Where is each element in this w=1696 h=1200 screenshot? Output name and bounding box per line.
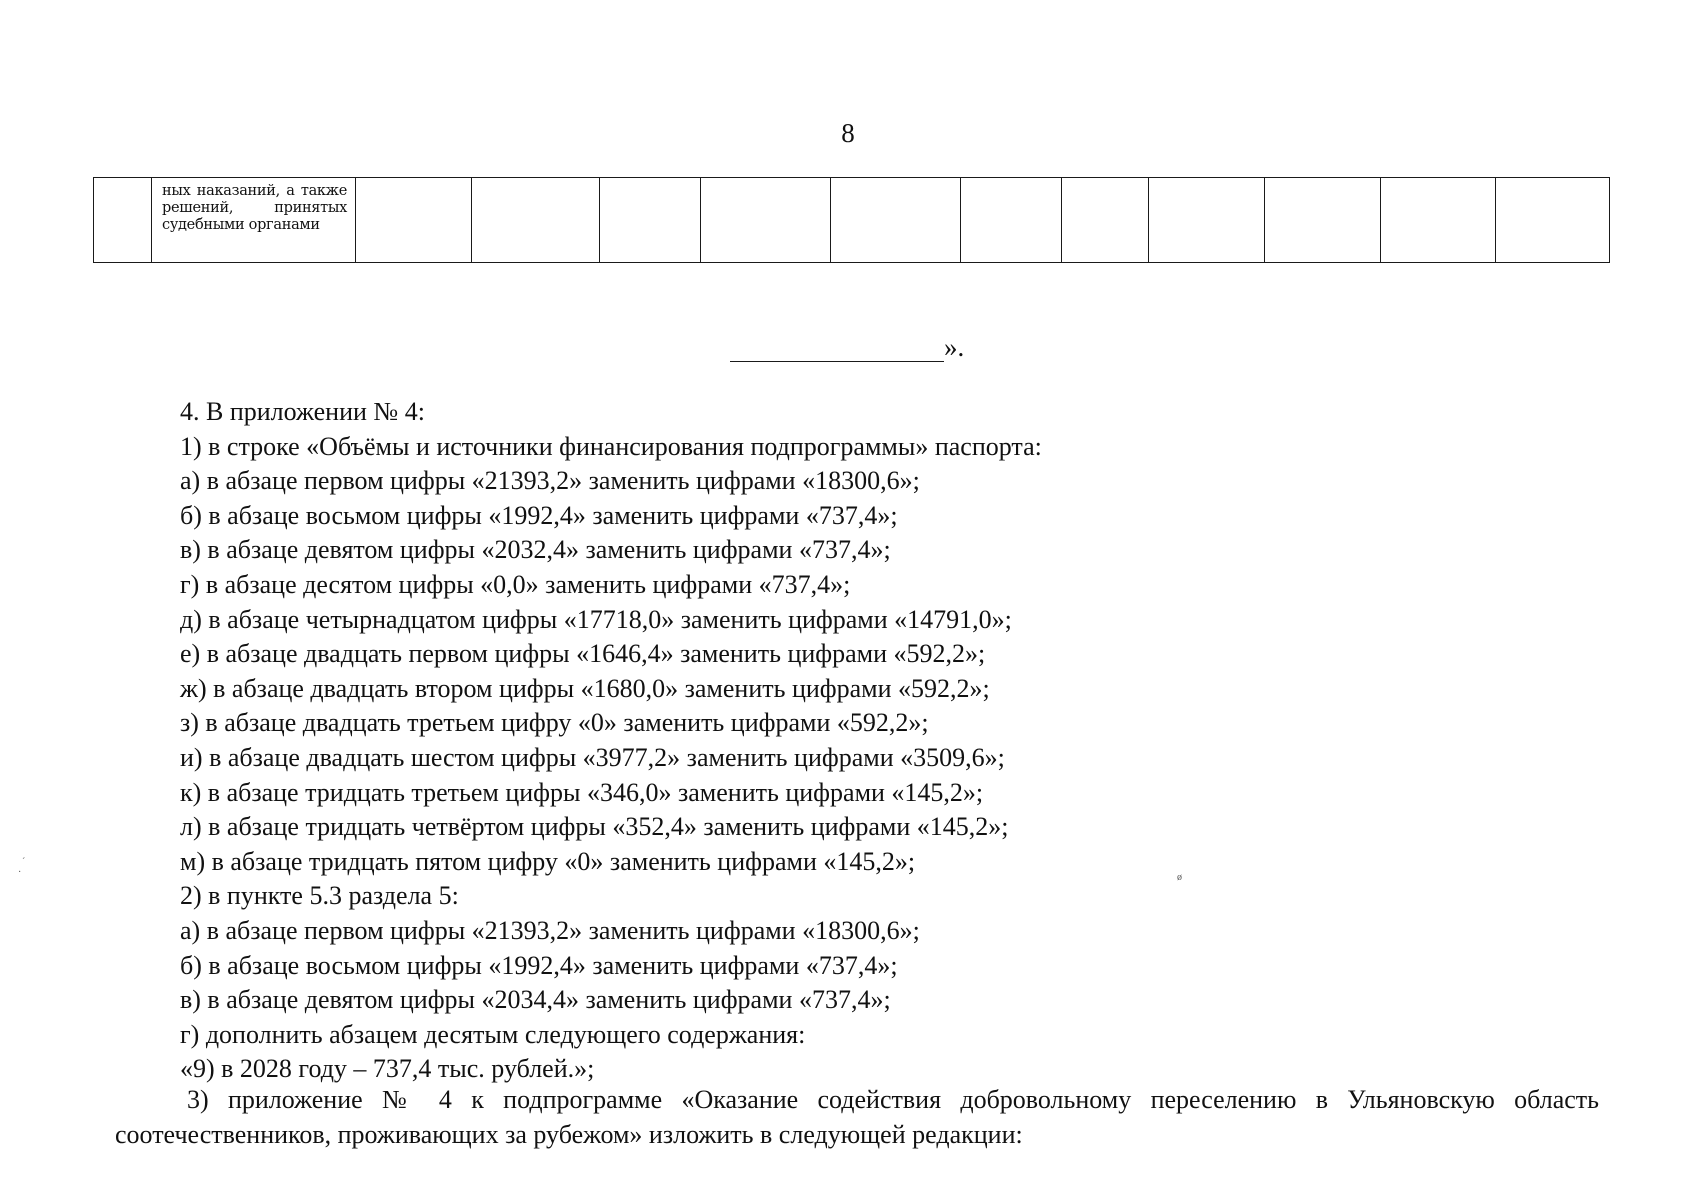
table-cell: [1496, 178, 1610, 263]
table-cell: [961, 178, 1062, 263]
amendment-line: г) дополнить абзацем десятым следующего содержания:: [180, 1019, 806, 1049]
amendment-line: «9) в 2028 году – 737,4 тыс. рублей.»;: [180, 1054, 595, 1084]
amendment-line: д) в абзаце четырнадцатом цифры «17718,0» заменить цифрами «14791,0»;: [180, 604, 1012, 634]
scan-speck: ø: [1177, 872, 1182, 883]
amendment-line: к) в абзаце тридцать третьем цифры «346,0» заменить цифрами «145,2»;: [180, 777, 984, 807]
table-row: [94, 178, 1610, 263]
amendment-line: г) в абзаце десятом цифры «0,0» заменить цифрами «737,4»;: [180, 570, 851, 599]
table-cell: [356, 178, 472, 263]
amendment-line: е) в абзаце двадцать первом цифры «1646,4» заменить цифрами «592,2»;: [180, 639, 986, 669]
amendment-line: л) в абзаце тридцать четвёртом цифры «352,4» заменить цифрами «145,2»;: [180, 812, 1009, 842]
closing-underline: [730, 335, 944, 362]
table-cell: [1265, 178, 1381, 263]
table-cell-number: [94, 178, 152, 263]
final-paragraph: 3) приложение № 4 к подпрограмме «Оказание содействия добровольному переселению в Ульяновскую область соотечественников, проживающих за рубежом» изложить в следующей редакции:: [115, 1085, 1599, 1149]
amendment-line: и) в абзаце двадцать шестом цифры «3977,2» заменить цифрами «3509,6»;: [180, 743, 1005, 772]
closing-mark-block: [730, 332, 964, 362]
amendment-line: 4. В приложении № 4:: [180, 397, 425, 426]
table-cell: [831, 178, 961, 263]
amendment-line: м) в абзаце тридцать пятом цифру «0» заменить цифрами «145,2»;: [180, 846, 916, 876]
amendment-line: в) в абзаце девятом цифры «2032,4» заменить цифрами «737,4»;: [180, 535, 891, 565]
table-cell: [472, 178, 600, 263]
amendment-line: з) в абзаце двадцать третьем цифру «0» заменить цифрами «592,2»;: [180, 708, 929, 738]
table-fragment: [93, 177, 1610, 263]
closing-quote: ».: [944, 332, 965, 362]
amendment-line: 1) в строке «Объёмы и источники финансирования подпрограммы» паспорта:: [180, 431, 1042, 461]
amendment-line: 2) в пункте 5.3 раздела 5:: [180, 881, 459, 911]
amendment-line: б) в абзаце восьмом цифры «1992,4» заменить цифрами «737,4»;: [180, 950, 898, 980]
scan-speck: ´: [22, 857, 26, 868]
table-cell: [600, 178, 701, 263]
amendment-line: а) в абзаце первом цифры «21393,2» заменить цифрами «18300,6»;: [180, 466, 920, 496]
table-cell: [1062, 178, 1149, 263]
amendment-line: в) в абзаце девятом цифры «2034,4» заменить цифрами «737,4»;: [180, 985, 891, 1015]
table-cell-text: ных наказаний, а также решений, принятых судебными органами: [162, 183, 347, 233]
table-cell: [1149, 178, 1265, 263]
amendment-line: ж) в абзаце двадцать втором цифры «1680,0» заменить цифрами «592,2»;: [180, 673, 990, 703]
table-cell: [701, 178, 831, 263]
scan-speck: ·: [18, 867, 22, 878]
amendment-line: б) в абзаце восьмом цифры «1992,4» заменить цифрами «737,4»;: [180, 500, 898, 530]
table-cell-description: [152, 178, 356, 263]
page-number: 8: [841, 118, 855, 148]
amendment-line: а) в абзаце первом цифры «21393,2» заменить цифрами «18300,6»;: [180, 916, 920, 945]
table-cell: [1381, 178, 1496, 263]
